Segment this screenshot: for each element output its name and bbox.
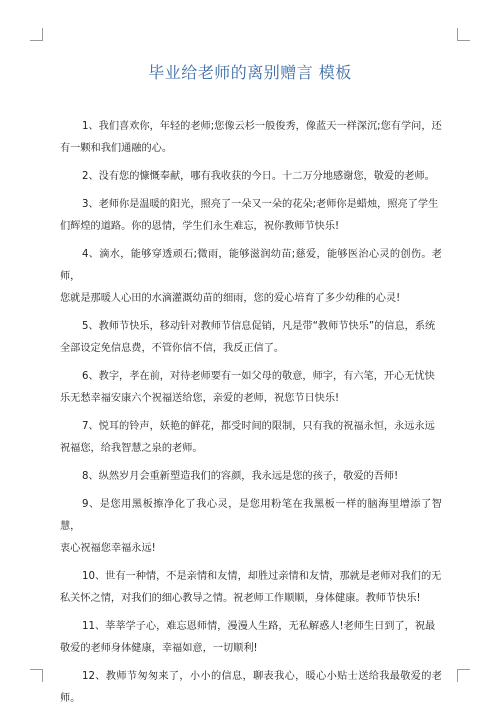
paragraph-line: 11、莘莘学子心，难忘恩师情，漫漫人生路，无私解惑人!老师生日到了，祝最 bbox=[82, 621, 436, 632]
paragraph-line: 祝福您，给我智慧之泉的老师。 bbox=[60, 443, 203, 454]
paragraph-5 bbox=[60, 316, 442, 360]
paragraph-9 bbox=[60, 494, 442, 560]
paragraph-2 bbox=[60, 166, 442, 188]
document-body bbox=[60, 116, 442, 716]
paragraph-7 bbox=[60, 416, 442, 460]
paragraph-12 bbox=[60, 666, 442, 710]
paragraph-3 bbox=[60, 194, 442, 238]
paragraph-line: 们辉煌的道路。你的恩情，学生们永生难忘，祝你教师节快乐! bbox=[60, 221, 340, 232]
paragraph-line: 衷心祝福您幸福永远! bbox=[60, 543, 156, 554]
paragraph-line: 3、老师你是温暖的阳光，照亮了一朵又一朵的花朵;老师你是蜡烛，照亮了学生 bbox=[82, 199, 439, 210]
corner-mark-top-left bbox=[30, 28, 43, 41]
paragraph-line: 全部设定免信息费，不管你信不信，我反正信了。 bbox=[60, 343, 285, 354]
paragraph-line: 2、没有您的慷慨奉献，哪有我收获的今日。十二万分地感谢您，敬爱的老师。 bbox=[82, 171, 435, 182]
corner-mark-top-right bbox=[457, 28, 470, 41]
paragraph-line: 1、我们喜欢你，年轻的老师;您像云杉一般俊秀，像蓝天一样深沉;您有学问，还 bbox=[82, 121, 442, 132]
paragraph-line: 9、是您用黑板擦净化了我心灵，是您用粉笔在我黑板一样的脑海里增添了智慧， bbox=[60, 499, 442, 532]
paragraph-10 bbox=[60, 566, 442, 610]
paragraph-line: 敬爱的老师身体健康，幸福如意，一切顺利! bbox=[60, 643, 258, 654]
paragraph-line: 5、教师节快乐，移动针对教师节信息促销，凡是带“教师节快乐”的信息，系统 bbox=[82, 321, 436, 332]
paragraph-line: 12、教师节匆匆来了，小小的信息，聊表我心，暖心小贴士送给我最敬爱的老师。 bbox=[60, 671, 442, 704]
paragraph-8 bbox=[60, 466, 442, 488]
paragraph-11 bbox=[60, 616, 442, 660]
paragraph-line: 乐无愁幸福安康六个祝福送给您，亲爱的老师，祝您节日快乐! bbox=[60, 393, 340, 404]
paragraph-6 bbox=[60, 366, 442, 410]
paragraph-line: 7、悦耳的铃声，妖艳的鲜花，都受时间的限制，只有我的祝福永恒，永远永远 bbox=[82, 421, 435, 432]
corner-mark-bottom-right bbox=[457, 669, 470, 682]
paragraph-line: 有一颗和我们通融的心。 bbox=[60, 143, 173, 154]
paragraph-line: 10、世有一种情，不是亲情和友情，却胜过亲情和友情，那就是老师对我们的无 bbox=[82, 571, 442, 582]
paragraph-line: 8、纵然岁月会重新塑造我们的容颜，我永远是您的孩子，敬爱的吾师! bbox=[82, 471, 399, 482]
paragraph-line: 4、滴水，能够穿透顽石;微雨，能够滋润幼苗;慈爱，能够医治心灵的创伤。老师， bbox=[60, 249, 442, 282]
paragraph-4 bbox=[60, 244, 442, 310]
paragraph-line: 私关怀之情，对我们的细心教导之情。祝老师工作顺顺，身体健康。教师节快乐! bbox=[60, 593, 421, 604]
document-title: 毕业给老师的离别赠言 模板 bbox=[148, 63, 352, 82]
paragraph-1 bbox=[60, 116, 442, 160]
paragraph-line: 您就是那暖人心田的水滴灌溉幼苗的细雨，您的爱心培育了多少幼稚的心灵! bbox=[60, 293, 401, 304]
paragraph-line: 6、教字，孝在前，对待老师要有一如父母的敬意，师字，有六笔，开心无忧快 bbox=[82, 371, 435, 382]
corner-mark-bottom-left bbox=[30, 669, 43, 682]
